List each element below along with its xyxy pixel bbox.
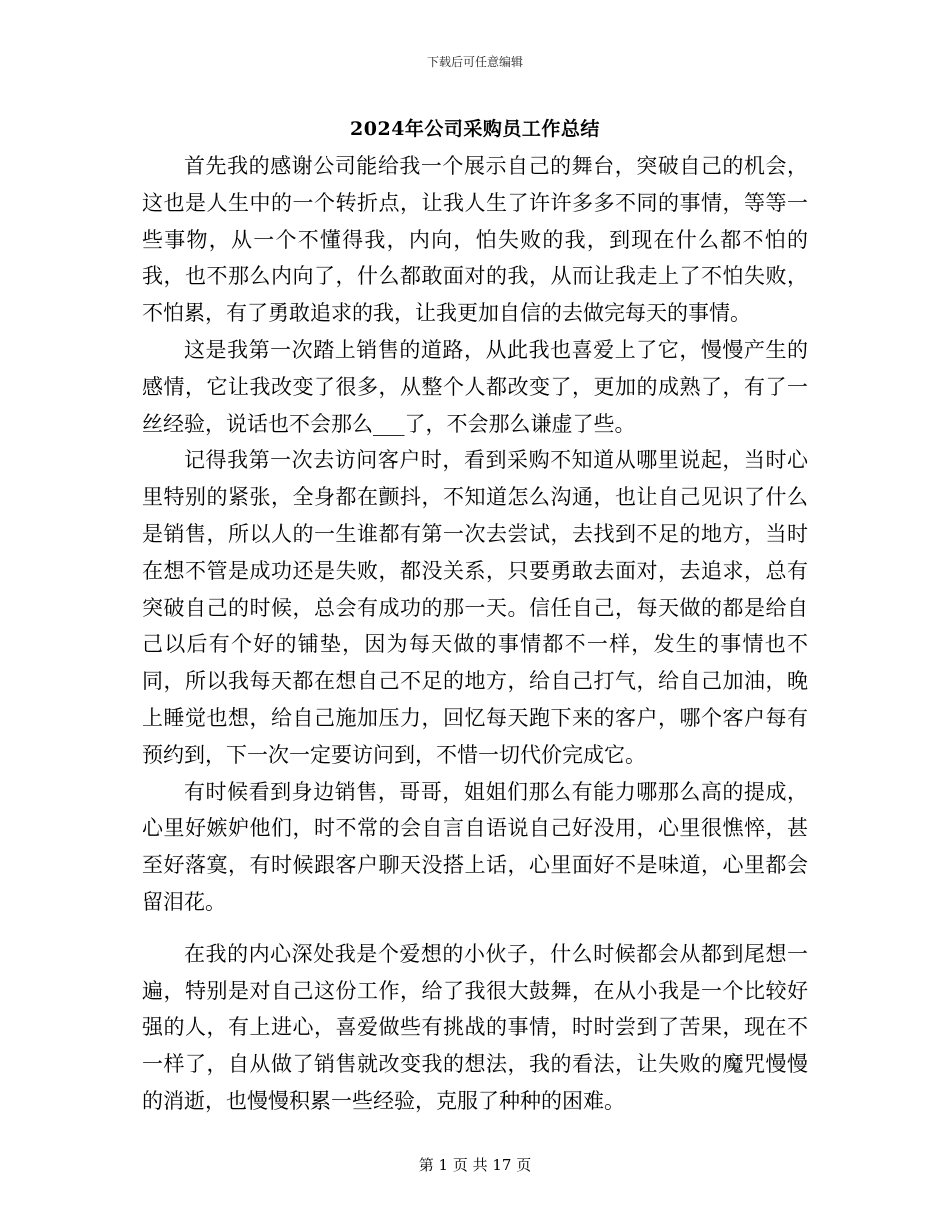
paragraph-4: 有时候看到身边销售，哥哥，姐姐们那么有能力哪那么高的提成，心里好嫉妒他们，时不常的会自言自语说自己好没用，心里很憔悴，甚至好落寞，有时候跟客户聊天没搭上话，心里面好不是味道，心里都会留泪花。 (142, 779, 808, 914)
document-body (142, 148, 808, 1120)
paragraph-3: 记得我第一次去访问客户时，看到采购不知道从哪里说起，当时心里特别的紧张，全身都在颤抖，不知道怎么沟通，也让自己见识了什么是销售，所以人的一生谁都有第一次去尝试，去找到不足的地方，当时在想不管是成功还是失败，都没关系，只要勇敢去面对，去追求，总有突破自己的时候，总会有成功的那一天。信任自己，每天做的都是给自己以后有个好的铺垫，因为每天做的事情都不一样，发生的事情也不同，所以我每天都在想自己不足的地方，给自己打气，给自己加油，晚上睡觉也想，给自己施加压力，回忆每天跑下来的客户，哪个客户每有预约到，下一次一定要访问到，不惜一切代价完成它。 (142, 448, 808, 767)
paragraph-1: 首先我的感谢公司能给我一个展示自己的舞台，突破自己的机会，这也是人生中的一个转折点，让我人生了许许多多不同的事情，等等一些事物，从一个不懂得我，内向，怕失败的我，到现在什么都不怕的我，也不那么内向了，什么都敢面对的我，从而让我走上了不怕失败，不怕累，有了勇敢追求的我，让我更加自信的去做完每天的事情。 (142, 154, 808, 326)
page-number: 第 1 页 共 17 页 (418, 1156, 532, 1174)
paragraph-2: 这是我第一次踏上销售的道路，从此我也喜爱上了它，慢慢产生的感情，它让我改变了很多，从整个人都改变了，更加的成熟了，有了一丝经验，说话也不会那么___了，不会那么谦虚了些。 (142, 337, 808, 436)
document-title: 2024年公司采购员工作总结 (350, 118, 600, 140)
paragraph-5: 在我的内心深处我是个爱想的小伙子，什么时候都会从都到尾想一遍，特别是对自己这份工作，给了我很大鼓舞，在从小我是一个比较好强的人，有上进心，喜爱做些有挑战的事情，时时尝到了苦果，现在不一样了，自从做了销售就改变我的想法，我的看法，让失败的魔咒慢慢的消逝，也慢慢积累一些经验，克服了种种的困难。 (142, 941, 808, 1113)
download-note: 下载后可任意编辑 (426, 55, 523, 69)
